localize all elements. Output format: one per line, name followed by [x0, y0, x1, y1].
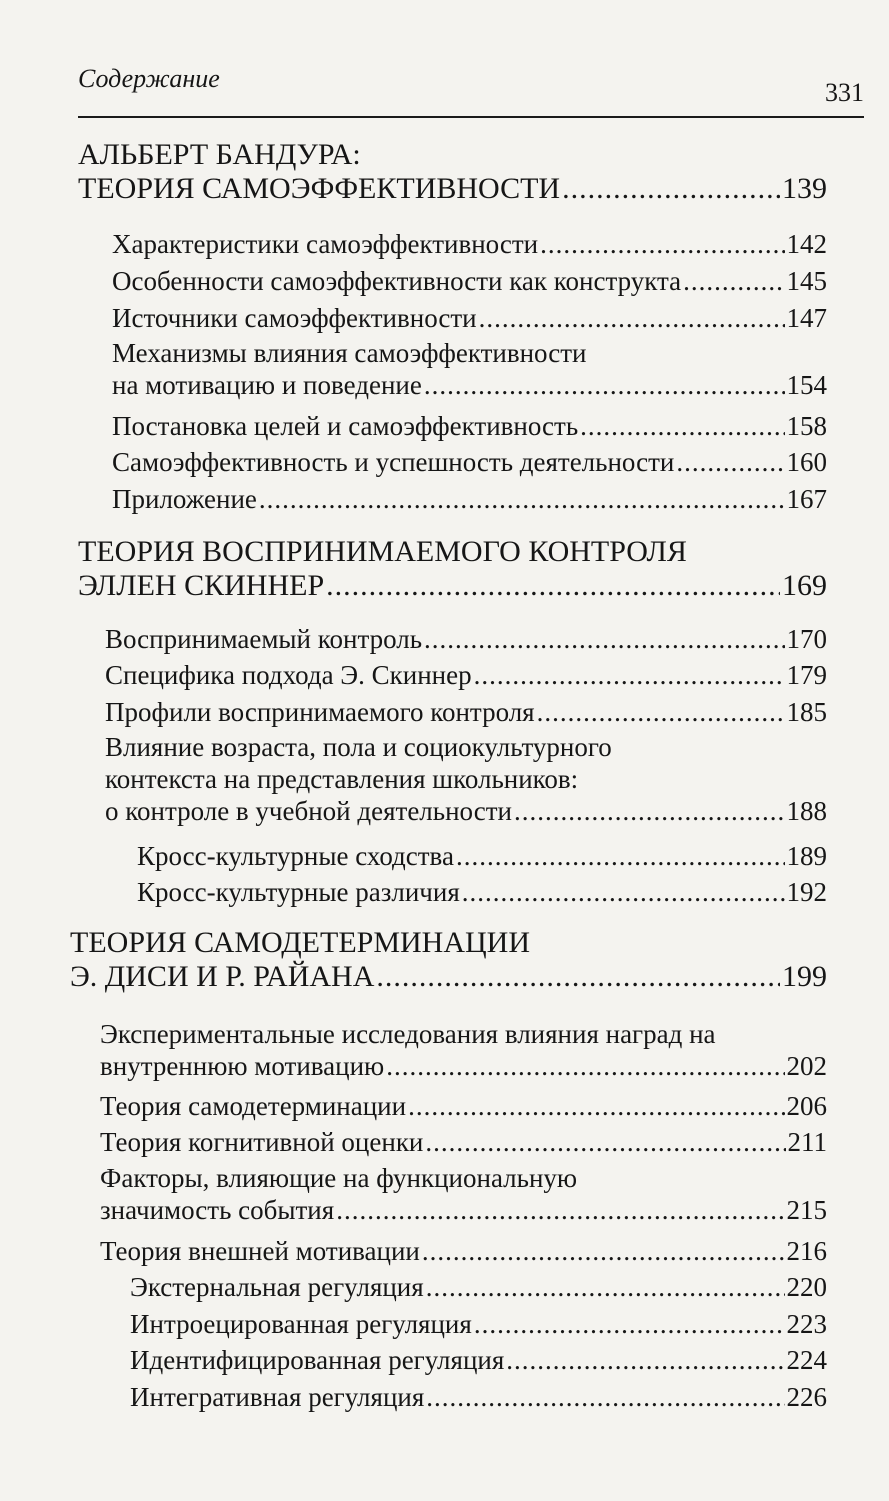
entry-label: Кросс-культурные различия: [137, 877, 460, 907]
toc-entry: [105, 659, 827, 691]
entry-label: Характеристики самоэффективности: [112, 229, 539, 259]
dot-leader: [426, 1381, 784, 1413]
toc-entry: [112, 302, 827, 334]
entry-label: Интроецированная регуляция: [130, 1309, 472, 1339]
entry-leader-line: [137, 876, 827, 908]
entry-leader-line: [100, 1194, 827, 1226]
toc-entry: [112, 337, 827, 401]
toc-entry: [130, 1344, 827, 1376]
toc-entry: [105, 731, 827, 827]
toc-part-heading: [78, 138, 827, 206]
entry-page-number: 185: [786, 697, 827, 727]
entry-label-line: Влияние возраста, пола и социокультурного: [105, 732, 612, 762]
entry-page-number: 167: [786, 484, 827, 514]
entry-label: Кросс-культурные сходства: [137, 841, 454, 871]
dot-leader: [580, 410, 784, 442]
entry-page-number: 154: [786, 370, 827, 400]
entry-label: Воспринимаемый контроль: [105, 624, 423, 654]
toc-entry: [130, 1381, 827, 1413]
entry-leader-line: [137, 840, 827, 872]
entry-page-number: 179: [786, 660, 827, 690]
entry-leader-line: [105, 623, 827, 655]
entry-leader-line: [112, 265, 827, 297]
entry-label: Профили воспринимаемого контроля: [105, 697, 535, 727]
toc-entry: [100, 1162, 827, 1226]
dot-leader: [540, 228, 784, 260]
part-title-leader-line: [78, 172, 827, 206]
toc-entry: [112, 410, 827, 442]
entry-page-number: 215: [786, 1195, 827, 1225]
entry-label: о контроле в учебной деятельности: [105, 796, 512, 826]
dot-leader: [422, 1235, 785, 1267]
entry-leader-line: [100, 1090, 827, 1122]
toc-entry: [137, 876, 827, 908]
part-title-line: Э. ДИСИ И Р. РАЙАНА: [70, 960, 375, 993]
entry-label-line: Экспериментальные исследования влияния наград на: [100, 1019, 716, 1049]
toc-part-heading: [78, 535, 827, 603]
entry-page-number: 189: [786, 841, 827, 871]
entry-label: Приложение: [112, 484, 257, 514]
entry-label: Идентифицированная регуляция: [130, 1345, 505, 1375]
dot-leader: [259, 483, 785, 515]
part-title-line: ТЕОРИЯ САМОДЕТЕРМИНАЦИИ: [70, 926, 530, 959]
entry-page-number: 170: [786, 624, 827, 654]
entry-label: на мотивацию и поведение: [112, 370, 422, 400]
entry-leader-line: [112, 369, 827, 401]
dot-leader: [376, 960, 780, 994]
entry-page-number: 202: [786, 1051, 827, 1081]
part-title-line: ТЕОРИЯ САМОЭФФЕКТИВНОСТИ: [78, 172, 561, 205]
toc-entry: [130, 1308, 827, 1340]
dot-leader: [426, 1271, 785, 1303]
entry-page-number: 188: [786, 796, 827, 826]
dot-leader: [562, 172, 780, 206]
part-title-line: ЭЛЛЕН СКИННЕР: [78, 569, 325, 602]
entry-page-number: 147: [786, 303, 827, 333]
entry-page-number: 145: [786, 266, 827, 296]
entry-page-number: 139: [782, 172, 827, 205]
entry-leader-line: [100, 1050, 827, 1082]
entry-label: Теория когнитивной оценки: [100, 1127, 424, 1157]
entry-leader-line: [130, 1308, 827, 1340]
toc-entry: [100, 1018, 827, 1082]
dot-leader: [424, 623, 784, 655]
toc-entry: [105, 623, 827, 655]
dot-leader: [537, 696, 785, 728]
entry-label-line: Механизмы влияния самоэффективности: [112, 338, 587, 368]
entry-label: Самоэффективность и успешность деятельности: [112, 447, 675, 477]
toc-entry: [130, 1271, 827, 1303]
dot-leader: [462, 876, 785, 908]
entry-label-line: контекста на представления школьников:: [105, 764, 579, 794]
part-title-line: ТЕОРИЯ ВОСПРИНИМАЕМОГО КОНТРОЛЯ: [78, 535, 687, 568]
page-number: 331: [825, 78, 864, 107]
entry-leader-line: [130, 1271, 827, 1303]
entry-page-number: 199: [782, 960, 827, 993]
dot-leader: [424, 369, 785, 401]
running-head-title: Содержание: [78, 64, 220, 93]
toc-entry: [137, 840, 827, 872]
entry-page-number: 169: [782, 569, 827, 602]
entry-page-number: 206: [786, 1091, 827, 1121]
toc-entry: [100, 1235, 827, 1267]
entry-leader-line: [100, 1235, 827, 1267]
dot-leader: [336, 1194, 784, 1226]
entry-page-number: 226: [786, 1382, 827, 1412]
entry-leader-line: [112, 446, 827, 478]
toc-entry: [100, 1126, 827, 1158]
entry-leader-line: [112, 302, 827, 334]
entry-page-number: 220: [786, 1272, 827, 1302]
entry-page-number: 158: [786, 411, 827, 441]
entry-label: значимость события: [100, 1195, 335, 1225]
entry-leader-line: [105, 659, 827, 691]
entry-page-number: 192: [786, 877, 827, 907]
toc-entry: [100, 1090, 827, 1122]
entry-page-number: 160: [786, 447, 827, 477]
dot-leader: [408, 1090, 784, 1122]
entry-leader-line: [105, 696, 827, 728]
entry-label: Источники самоэффективности: [112, 303, 477, 333]
dot-leader: [386, 1050, 784, 1082]
part-title-leader-line: [78, 569, 827, 603]
entry-leader-line: [105, 795, 827, 827]
entry-label: внутреннюю мотивацию: [100, 1051, 385, 1081]
entry-page-number: 224: [786, 1345, 827, 1375]
toc-entry: [112, 228, 827, 260]
dot-leader: [676, 446, 784, 478]
entry-leader-line: [130, 1381, 827, 1413]
entry-leader-line: [130, 1344, 827, 1376]
part-title-leader-line: [70, 960, 827, 994]
entry-page-number: 223: [786, 1309, 827, 1339]
entry-label: Теория внешней мотивации: [100, 1236, 420, 1266]
dot-leader: [683, 265, 784, 297]
dot-leader: [474, 659, 785, 691]
toc-entry: [105, 696, 827, 728]
entry-label-line: Факторы, влияющие на функциональную: [100, 1163, 578, 1193]
dot-leader: [456, 840, 785, 872]
entry-label: Экстернальная регуляция: [130, 1272, 424, 1302]
entry-page-number: 211: [787, 1127, 827, 1157]
entry-label: Постановка целей и самоэффективность: [112, 411, 579, 441]
running-head: [78, 64, 864, 118]
toc-entry: [112, 483, 827, 515]
dot-leader: [326, 569, 780, 603]
dot-leader: [506, 1344, 784, 1376]
entry-leader-line: [112, 410, 827, 442]
entry-label: Интегративная регуляция: [130, 1382, 425, 1412]
toc-part-heading: [70, 926, 827, 994]
entry-page-number: 142: [786, 229, 827, 259]
entry-leader-line: [100, 1126, 827, 1158]
entry-leader-line: [112, 228, 827, 260]
entry-leader-line: [112, 483, 827, 515]
entry-label: Особенности самоэффективности как конструкта: [112, 266, 682, 296]
dot-leader: [474, 1308, 785, 1340]
dot-leader: [514, 795, 785, 827]
dot-leader: [425, 1126, 785, 1158]
toc-entry: [112, 265, 827, 297]
toc-entry: [112, 446, 827, 478]
entry-label: Теория самодетерминации: [100, 1091, 407, 1121]
entry-page-number: 216: [786, 1236, 827, 1266]
part-title-line: АЛЬБЕРТ БАНДУРА:: [78, 138, 361, 171]
dot-leader: [479, 302, 785, 334]
entry-label: Специфика подхода Э. Скиннер: [105, 660, 472, 690]
